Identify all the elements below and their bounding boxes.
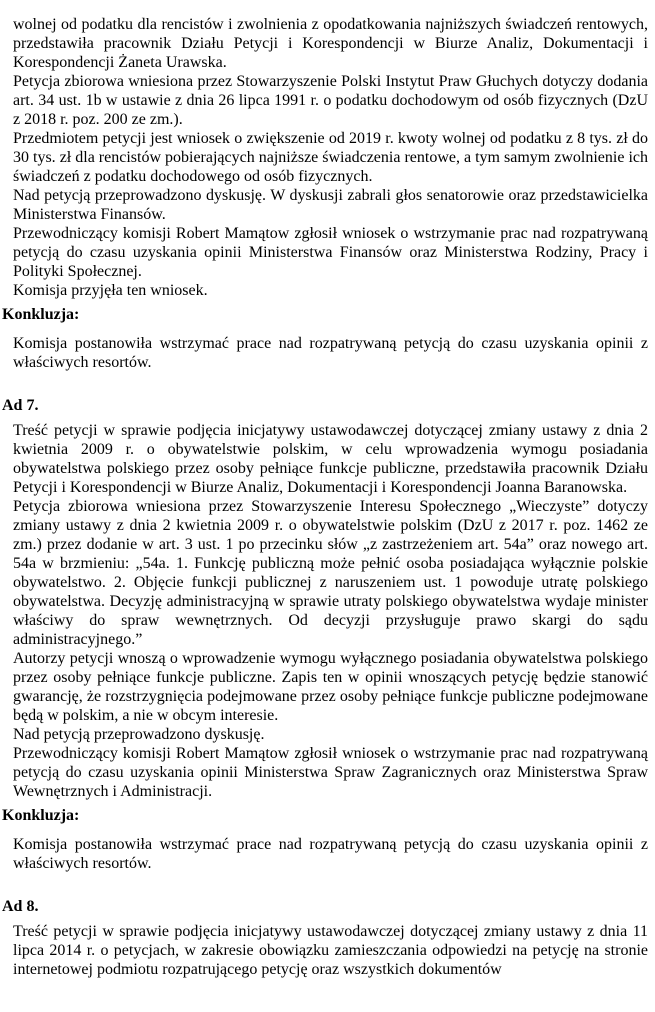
conclusion-heading: Konkluzja:	[2, 306, 80, 323]
section-heading: Ad 7.	[2, 397, 39, 414]
section-petition-7	[2, 396, 648, 873]
paragraph: Petycja zbiorowa wniesiona przez Stowarzyszenie Polski Instytut Praw Głuchych dotyczy dodania art. 34 ust. 1b w ustawie z dnia 26 lipca 1991 r. o podatku dochodowym od osób fizycznych (DzU z 2018 r. poz. 200 ze zm.).	[13, 73, 648, 128]
conclusion-paragraph: Komisja postanowiła wstrzymać prace nad rozpatrywaną petycją do czasu uzyskania opinii z właściwych resortów.	[13, 335, 648, 371]
section-heading: Ad 8.	[2, 898, 39, 915]
paragraph: Autorzy petycji wnoszą o wprowadzenie wymogu wyłącznego posiadania obywatelstwa polskiego przez osoby pełniące funkcje publiczne. Zapis ten w opinii wnoszących petycję będzie stanowić gwarancję, że rozstrzygnięcia podejmowane przez osoby pełniące funkcje publiczne podejmowane będą w polskim, a nie w obcym interesie.	[13, 650, 648, 724]
paragraph: Nad petycją przeprowadzono dyskusję. W dyskusji zabrali głos senatorowie oraz przedstawicielka Ministerstwa Finansów.	[13, 187, 648, 223]
section-petition-8	[2, 897, 648, 979]
paragraph: Treść petycji w sprawie podjęcia inicjatywy ustawodawczej dotyczącej zmiany ustawy z dnia 2 kwietnia 2009 r. o obywatelstwie polskim, w celu wprowadzenia wymogu posiadania obywatelstwa polskiego przez osoby pełniące funkcje publiczne, przedstawiła pracownik Działu Petycji i Korespondencji w Biurze Analiz, Dokumentacji i Korespondencji Joanna Baranowska.	[13, 422, 648, 496]
conclusion-heading: Konkluzja:	[2, 807, 80, 824]
paragraph: Przedmiotem petycji jest wniosek o zwiększenie od 2019 r. kwoty wolnej od podatku z 8 tys. zł do 30 tys. zł dla rencistów pobierających najniższe świadczenia rentowe, a tym samym zwolnienie ich świadczeń z podatku dochodowego od osób fizycznych.	[13, 130, 648, 185]
conclusion-paragraph: Komisja postanowiła wstrzymać prace nad rozpatrywaną petycją do czasu uzyskania opinii z właściwych resortów.	[13, 836, 648, 872]
paragraph: Nad petycją przeprowadzono dyskusję.	[13, 726, 265, 743]
paragraph: wolnej od podatku dla rencistów i zwolnienia z opodatkowania najniższych świadczeń rentowych, przedstawiła pracownik Działu Petycji i Korespondencji w Biurze Analiz, Dokumentacji i Korespondencji Żaneta Urawska.	[13, 16, 648, 71]
paragraph: Komisja przyjęła ten wniosek.	[13, 282, 208, 299]
paragraph: Treść petycji w sprawie podjęcia inicjatywy ustawodawczej dotyczącej zmiany ustawy z dnia 11 lipca 2014 r. o petycjach, w zakresie obowiązku zamieszczania odpowiedzi na petycję na stronie internetowej podmiotu rozpatrującego petycję oraz wszystkich dokumentów	[13, 923, 648, 978]
paragraph: Przewodniczący komisji Robert Mamątow zgłosił wniosek o wstrzymanie prac nad rozpatrywaną petycją do czasu uzyskania opinii Ministerstwa Finansów oraz Ministerstwa Rodziny, Pracy i Polityki Społecznej.	[13, 225, 648, 280]
paragraph: Przewodniczący komisji Robert Mamątow zgłosił wniosek o wstrzymanie prac nad rozpatrywaną petycją do czasu uzyskania opinii Ministerstwa Spraw Zagranicznych oraz Ministerstwa Spraw Wewnętrznych i Administracji.	[13, 745, 648, 800]
section-petition-6-continued	[2, 15, 648, 372]
paragraph: Petycja zbiorowa wniesiona przez Stowarzyszenie Interesu Społecznego „Wieczyste” dotyczy zmiany ustawy z dnia 2 kwietnia 2009 r. o obywatelstwie polskim (DzU z 2017 r. poz. 1462 ze zm.) przez dodanie w art. 3 ust. 1 po przecinku słów „z zastrzeżeniem art. 54a” oraz nowego art. 54a w brzmieniu: „54a. 1. Funkcję publiczną może pełnić osoba posiadająca wyłącznie polskie obywatelstwo. 2. Objęcie funkcji publicznej z naruszeniem ust. 1 powoduje utratę polskiego obywatelstwa. Decyzję administracyjną w sprawie utraty polskiego obywatelstwa wydaje minister właściwy do spraw wewnętrznych. Od decyzji przysługuje prawo skargi do sądu administracyjnego.”	[13, 498, 648, 648]
